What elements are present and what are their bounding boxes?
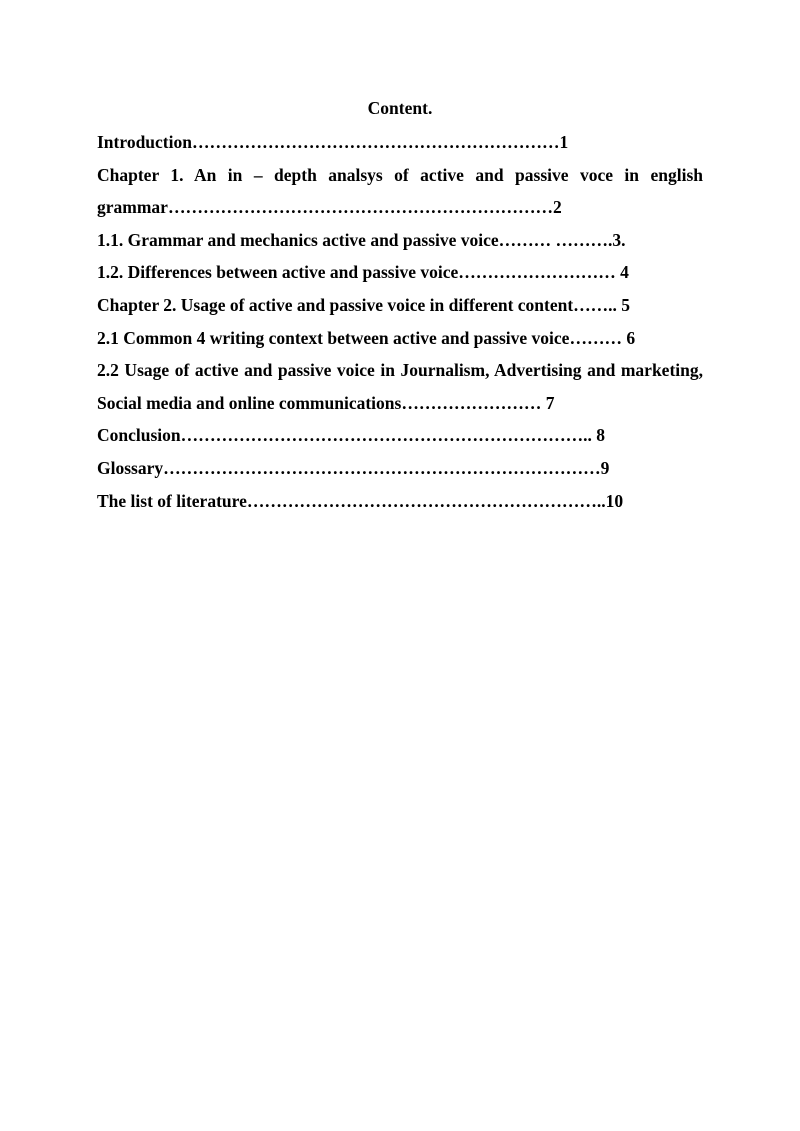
toc-entry-chapter-2: Chapter 2. Usage of active and passive voice in different content…….. 5 <box>97 294 631 315</box>
page-title: Content. <box>367 98 433 118</box>
toc-entry-conclusion: Conclusion…………………………………………………………….. 8 <box>97 425 606 446</box>
toc-entry-2-1: 2.1 Common 4 writing context between active and passive voice……… 6 <box>97 327 636 348</box>
toc-entry-1-1: 1.1. Grammar and mechanics active and passive voice……… ……….3. <box>97 229 626 250</box>
toc-entry-chapter-1: Chapter 1. An in – depth analsys of active and passive voce in english grammar…………………………………………………………2 <box>97 164 703 218</box>
toc-entry-glossary: Glossary…………………………………………………………………9 <box>97 457 610 478</box>
toc-entry-introduction: Introduction………………………………………………………1 <box>97 132 569 152</box>
toc-entry-literature: The list of literature……………………………………………………..10 <box>97 490 624 511</box>
document-page <box>97 94 703 517</box>
toc-entry-2-2: 2.2 Usage of active and passive voice in Journalism, Advertising and marketing, Social media and online communications…………………… 7 <box>97 360 703 413</box>
toc-entry-1-2: 1.2. Differences between active and passive voice……………………… 4 <box>97 262 629 283</box>
